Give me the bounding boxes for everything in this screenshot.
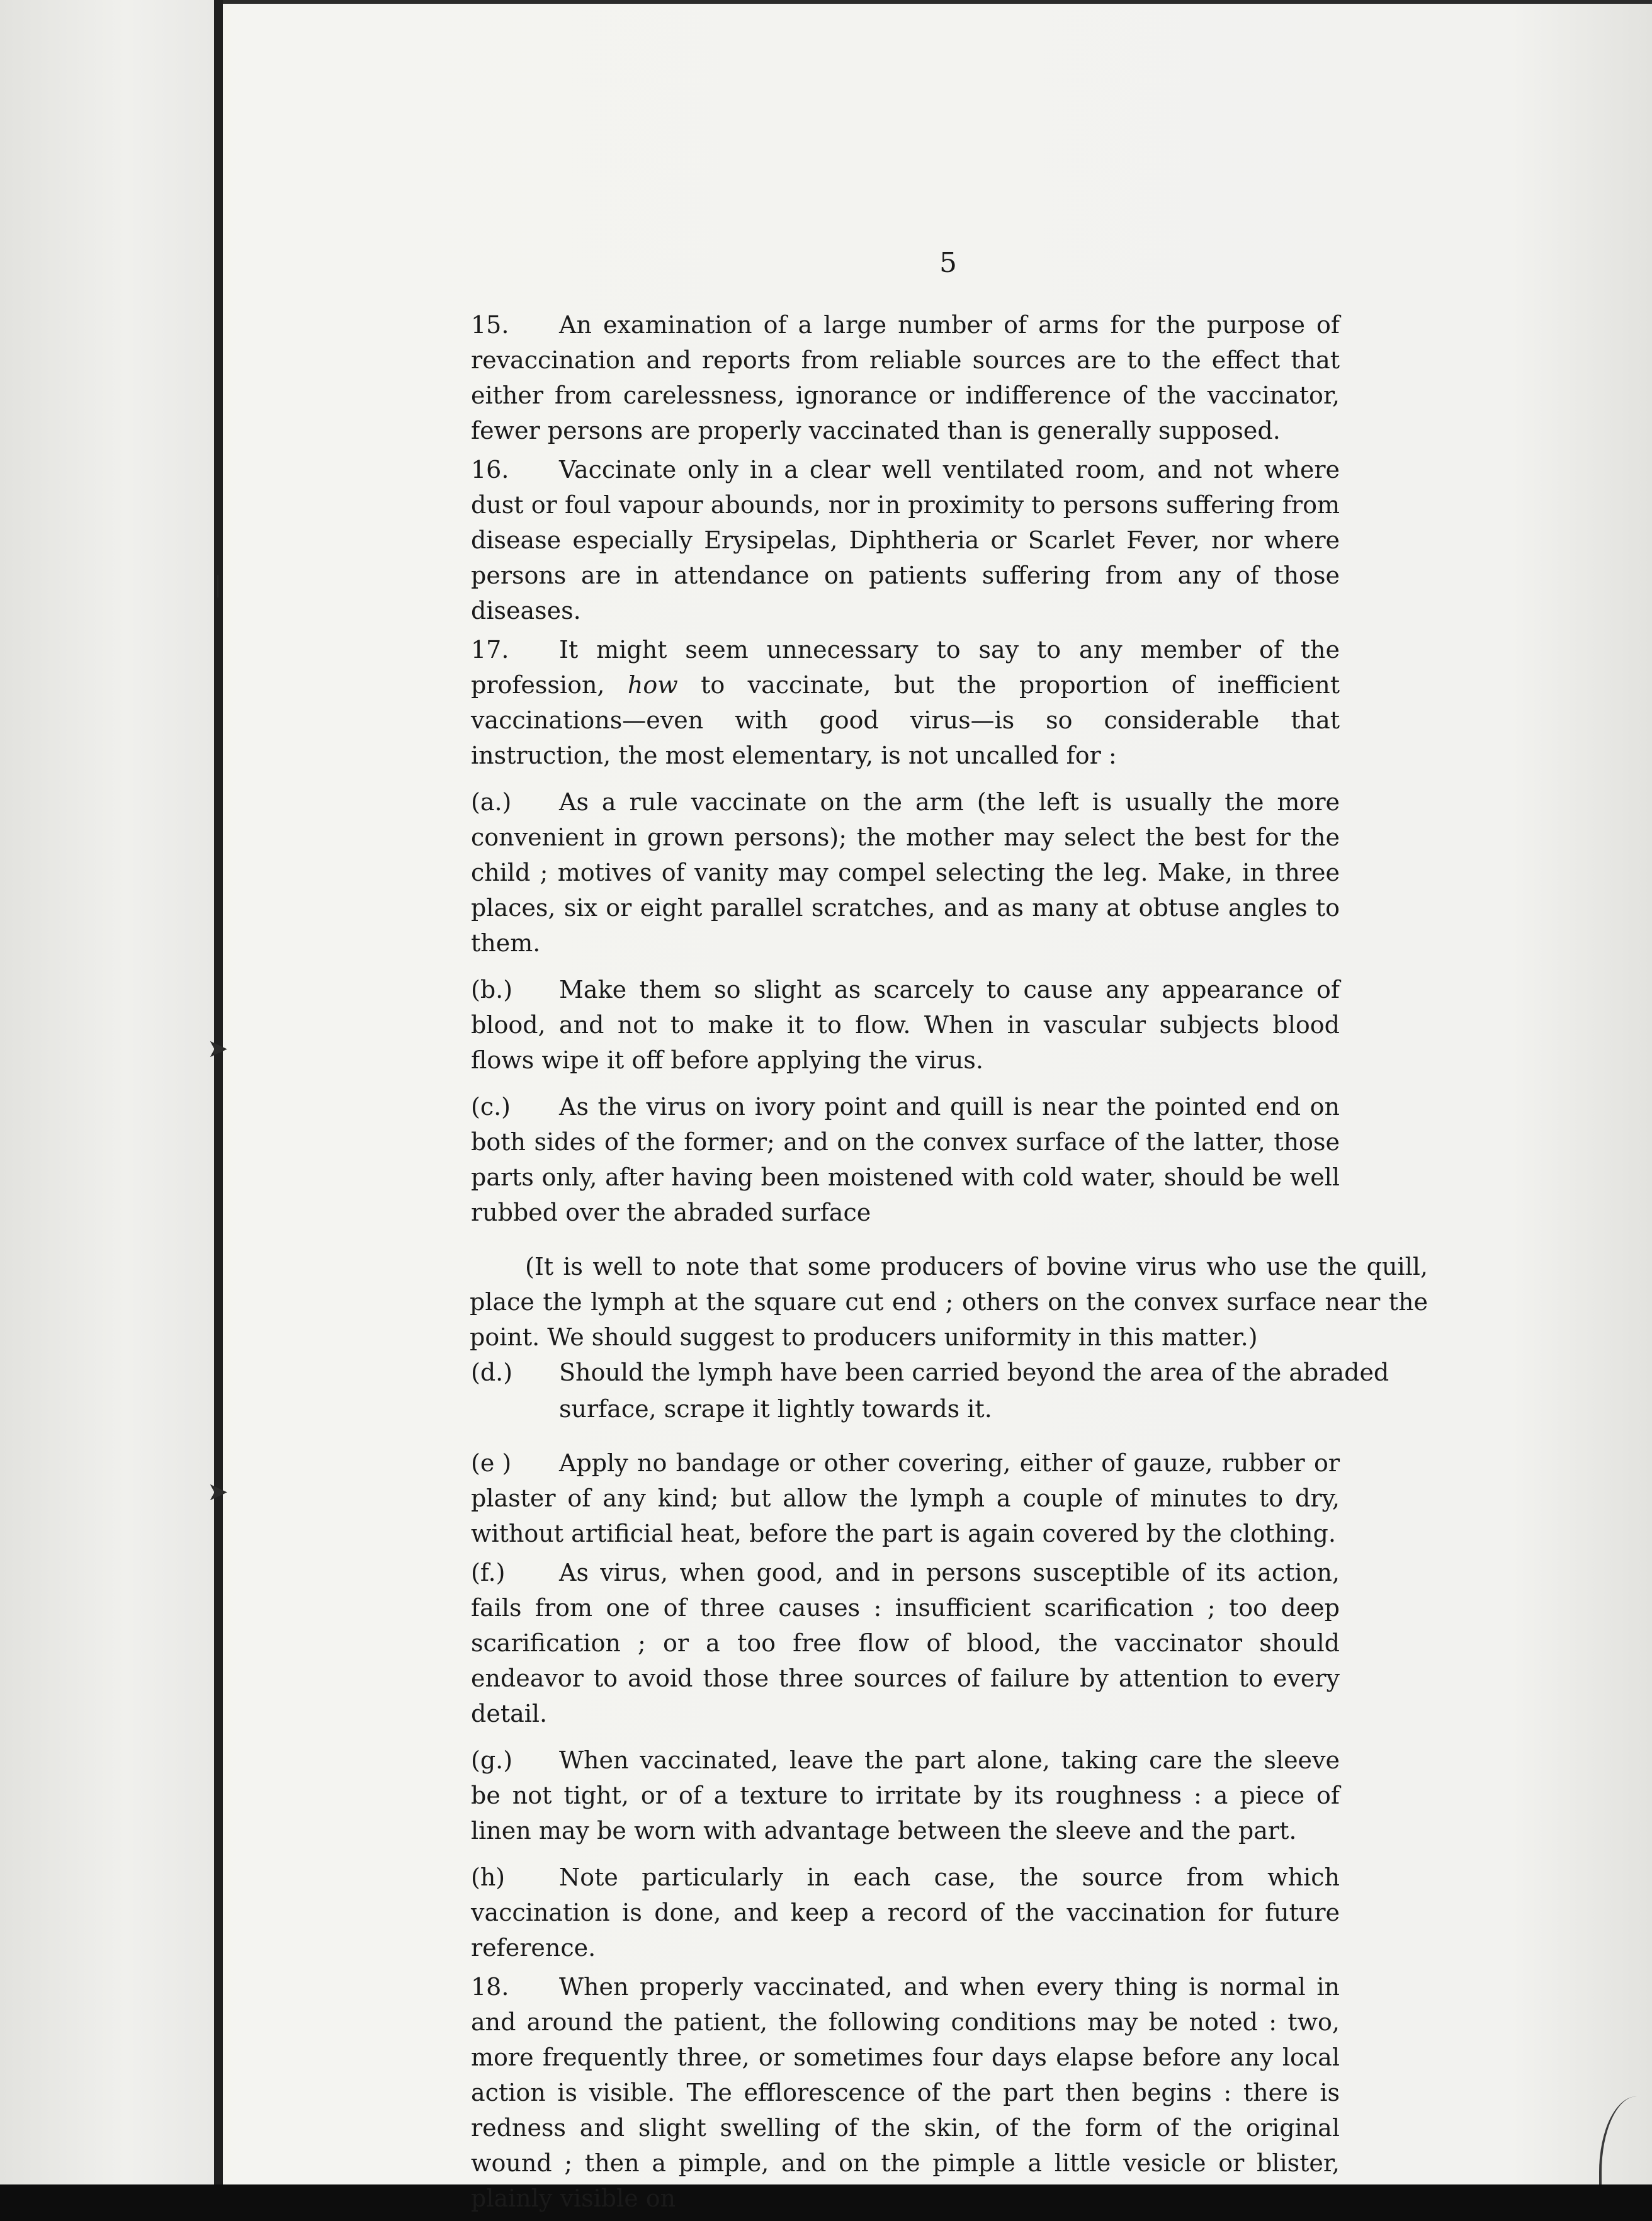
binding-arrow-mark: ➤: [207, 1478, 229, 1506]
paragraph-text: When properly vaccinated, and when every thing is normal in and around the patient, the following conditions may be noted : two, more frequently three, or sometimes four days elapse before any local action is visible. The efflorescence of the part then begins : there is redness and slight swelling of the skin, of the form of the original wound ; then a pimple, and on the pimple a little vesicle or blister, plainly visible on: [471, 1973, 1340, 2212]
item-text: Apply no bandage or other covering, either of gauze, rubber or plaster of any kind; but allow the lymph a couple of minutes to dry, without artificial heat, before the part is again covered by the clothing.: [471, 1449, 1340, 1547]
item-c: [471, 1089, 1428, 1230]
item-marker: (h): [471, 1863, 506, 1891]
item-h: [471, 1860, 1428, 1965]
paragraph-18: [471, 1969, 1428, 2216]
paragraph-text: [471, 632, 1340, 773]
top-edge: [223, 0, 1652, 4]
page-number: 5: [939, 247, 957, 279]
binding-tick-mark: ᛁ: [210, 572, 225, 601]
item-d: [471, 1355, 1428, 1427]
item-text: As the virus on ivory point and quill is near the pointed end on both sides of the former; and on the convex surface of the latter, those parts only, after having been moistened with cold water, should be well rubbed over the abraded surface: [471, 1093, 1340, 1226]
paragraph-number: 17.: [471, 636, 509, 664]
item-marker: (c.): [471, 1093, 511, 1121]
paragraph-text-part: to vaccinate, but the proportion of inefficient vaccinations—even with good virus—is so considerable that instruction, the most elementary, is not uncalled for :: [471, 671, 1340, 769]
binding-edge: [214, 0, 223, 2221]
left-margin: [0, 0, 214, 2221]
item-text-first-line: Should the lymph have been carried beyond the area of the abraded: [559, 1359, 1389, 1386]
item-marker: (a.): [471, 788, 512, 816]
paragraph-text: An examination of a large number of arms for the purpose of revaccination and reports from reliable sources are to the effect that either from carelessness, ignorance or indifference of the vaccinator, fewer persons are properly vaccinated than is generally supposed.: [471, 311, 1340, 444]
item-b: [471, 972, 1428, 1078]
item-marker: (b.): [471, 976, 513, 1003]
paragraph-number: 15.: [471, 311, 509, 339]
document-body: [471, 307, 1428, 2216]
binding-arrow-mark: ➤: [207, 1034, 229, 1063]
paragraph-number: 16.: [471, 456, 509, 483]
note-text: (It is well to note that some producers of bovine virus who use the quill, place the lymph at the square cut end ; others on the convex surface near the point. We should suggest to producers uniformity in this matter.): [470, 1253, 1428, 1351]
paragraph-text: Vaccinate only in a clear well ventilated room, and not where dust or foul vapour abounds, nor in proximity to persons suffering from disease especially Erysipelas, Diphtheria or Scarlet Fever, nor where persons are in attendance on patients suffering from any of those diseases.: [471, 456, 1340, 624]
item-a: [471, 784, 1428, 961]
page-curl: [1599, 2096, 1646, 2184]
item-text: Make them so slight as scarcely to cause any appearance of blood, and not to make it to flow. When in vascular subjects blood flows wipe it off before applying the virus.: [471, 976, 1340, 1074]
item-marker: (d.): [471, 1359, 513, 1386]
item-f: [471, 1555, 1428, 1731]
parenthetical-note: [470, 1249, 1428, 1355]
item-text: As a rule vaccinate on the arm (the left is usually the more convenient in grown persons); the mother may select the best for the child ; motives of vanity may compel selecting the leg. Make, in three places, six or eight parallel scratches, and as many at obtuse angles to them.: [471, 788, 1340, 957]
paragraph-16: [471, 452, 1428, 628]
item-g: [471, 1743, 1428, 1848]
item-text: When vaccinated, leave the part alone, taking care the sleeve be not tight, or of a texture to irritate by its roughness : a piece of linen may be worn with advantage between the sleeve and the part.: [471, 1746, 1340, 1845]
paragraph-text-part: It might seem unnecessary to say to any member of the profession,: [471, 636, 1340, 699]
item-e: [471, 1445, 1428, 1551]
paragraph-number: 18.: [471, 1973, 509, 2001]
item-marker: (e ): [471, 1449, 512, 1477]
item-text: Note particularly in each case, the source from which vaccination is done, and keep a record of the vaccination for future reference.: [471, 1863, 1340, 1962]
item-text: As virus, when good, and in persons susceptible of its action, fails from one of three causes : insufficient scarification ; too deep scarification ; or a too free flow of blood, the vaccinator should endeavor to avoid those three sources of failure by attention to every detail.: [471, 1559, 1340, 1727]
item-text: surface, scrape it lightly towards it.: [559, 1395, 992, 1423]
paragraph-17: [471, 632, 1428, 773]
emphasized-word: how: [627, 671, 678, 699]
item-marker: (g.): [471, 1746, 513, 1774]
paragraph-15: [471, 307, 1428, 448]
item-marker: (f.): [471, 1559, 506, 1586]
